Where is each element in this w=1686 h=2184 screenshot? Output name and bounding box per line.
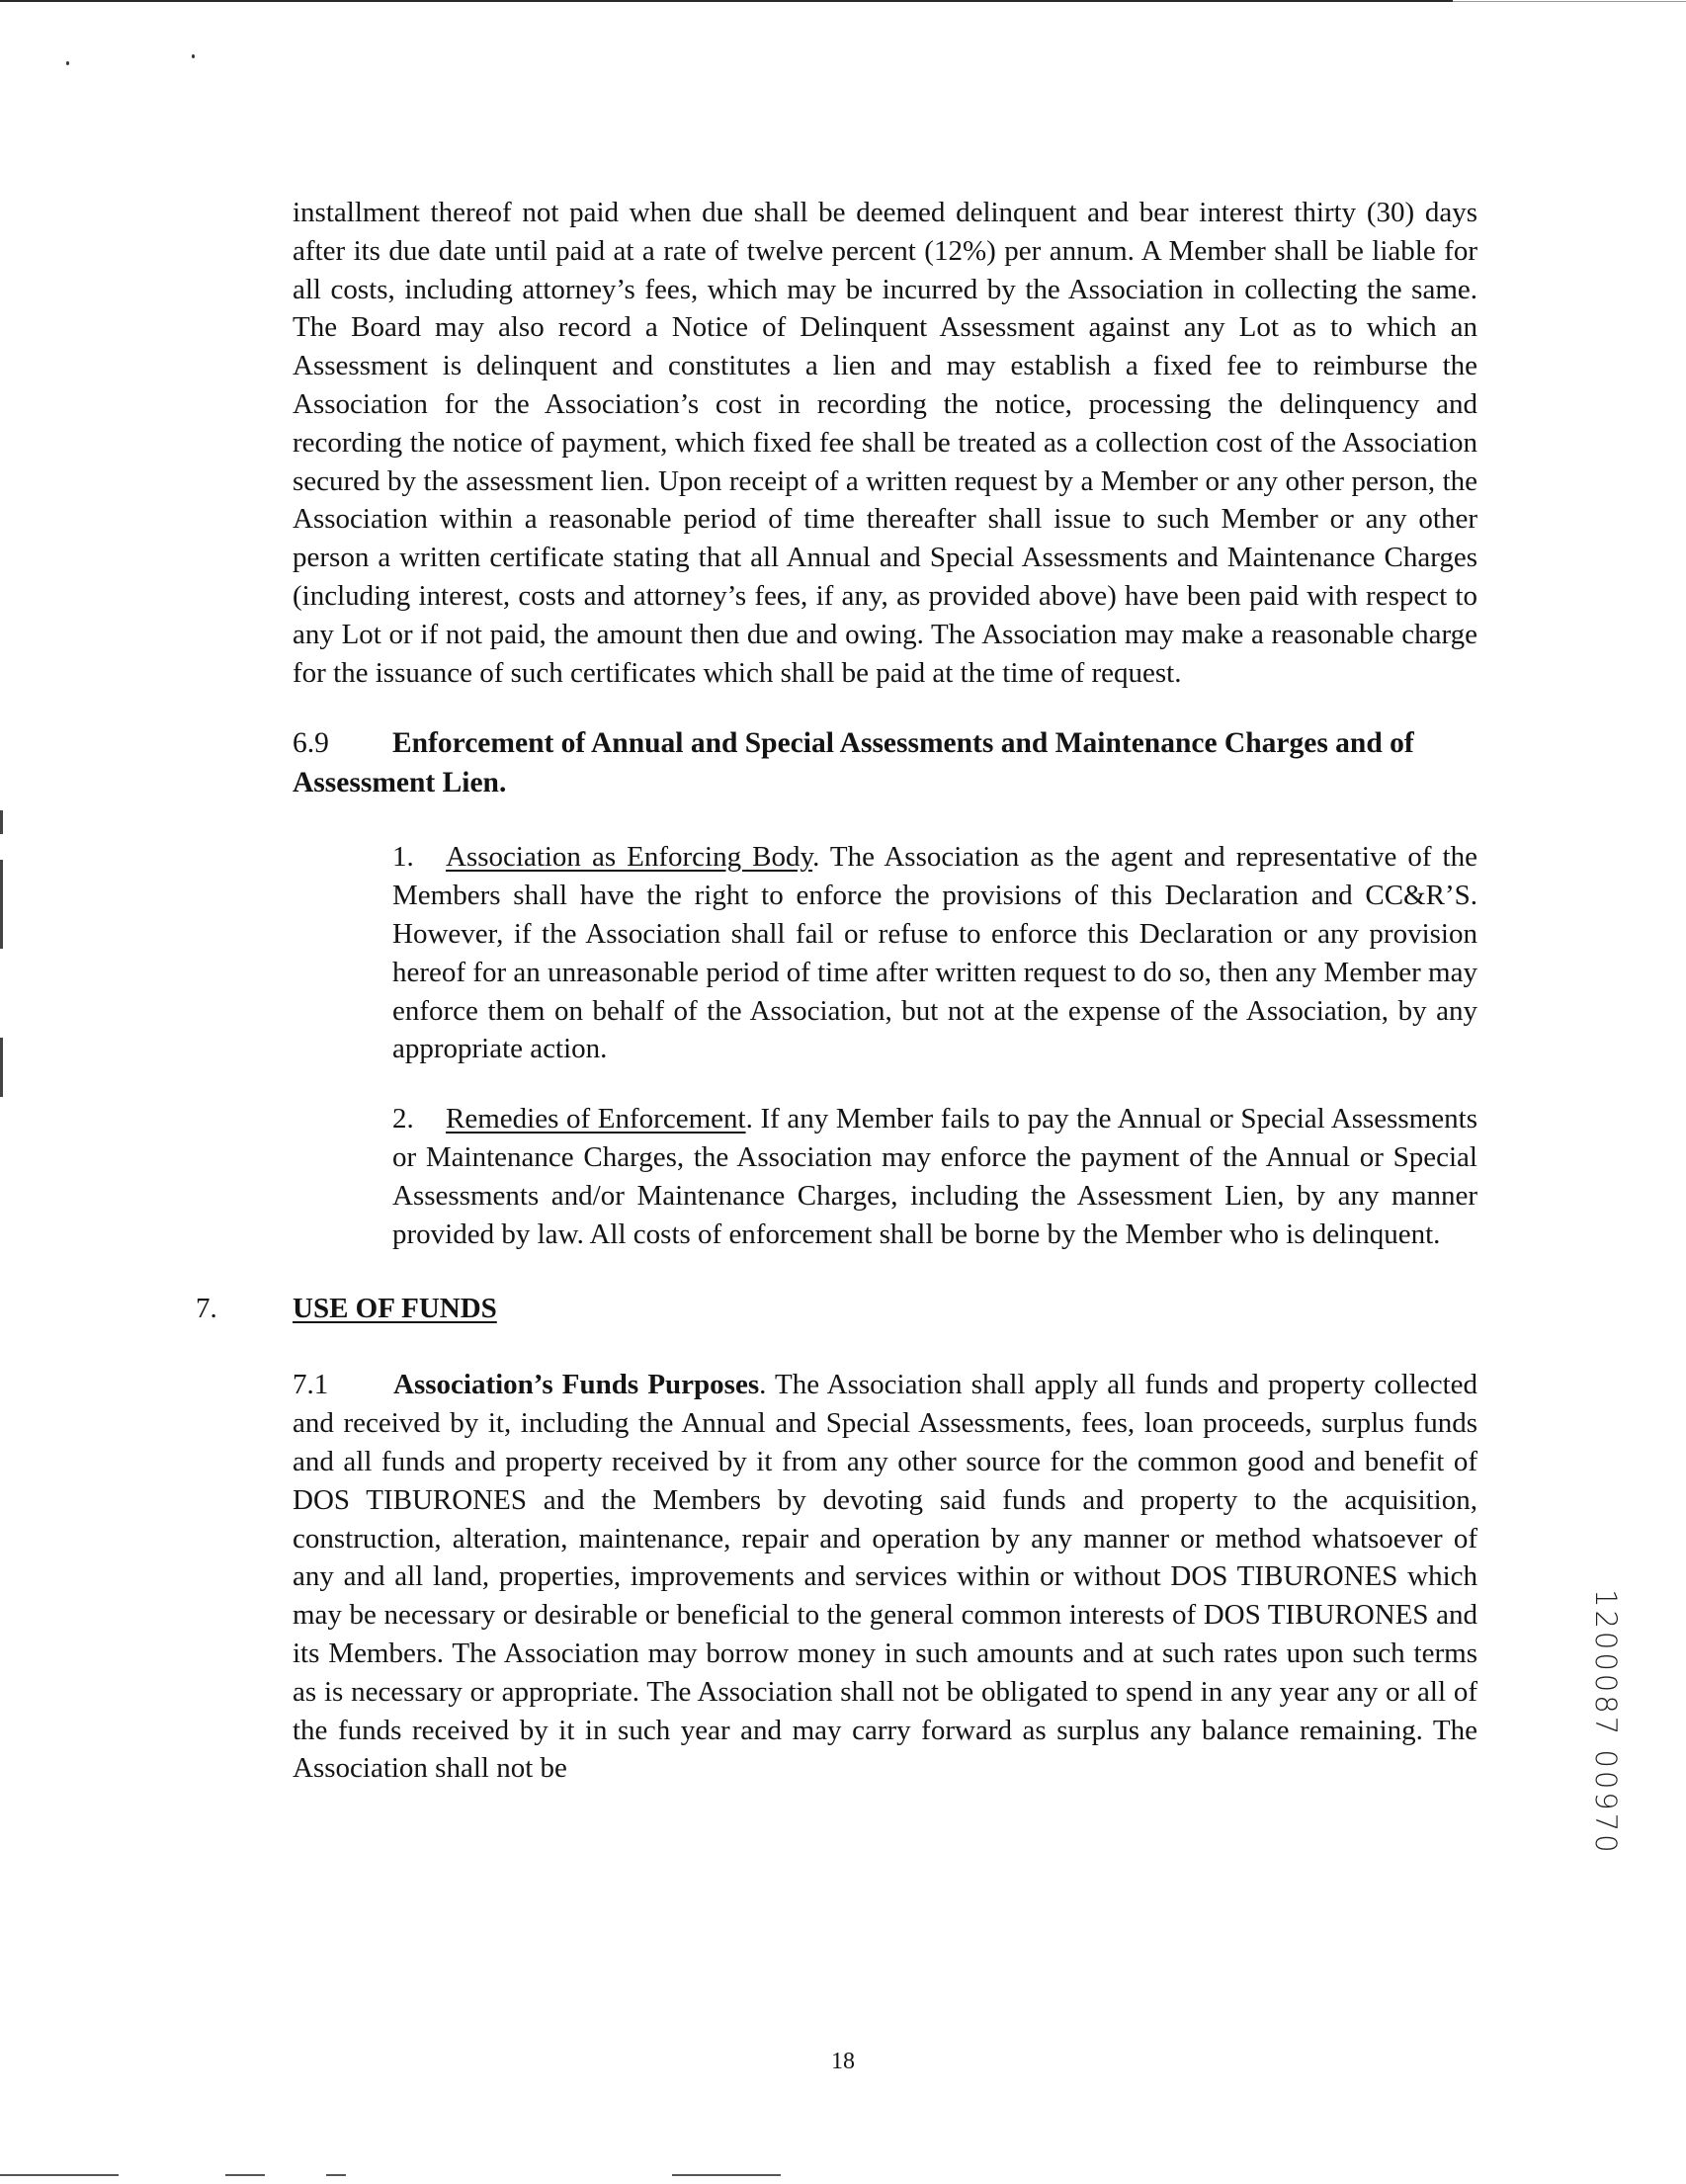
section-title: USE OF FUNDS	[293, 1293, 497, 1325]
intro-paragraph: installment thereof not paid when due shall be deemed delinquent and bear interest thirty (30) days after its due date until paid at a rate of twelve percent (12%) per annum. A Member shall be liable for all costs, including attorney’s fees, which may be incurred by the Association in collecting the same. The Board may also record a Notice of Delinquent Assessment against any Lot as to which an Assessment is delinquent and constitutes a lien and may establish a fixed fee to reimburse the Association for the Association’s cost in recording the notice, processing the delinquency and recording the notice of payment, which fixed fee shall be treated as a collection cost of the Association secured by the assessment lien. Upon receipt of a written request by a Member or any other person, the Association within a reasonable period of time thereafter shall issue to such Member or any other person a written certificate stating that all Annual and Special Assessments and Maintenance Charges (including interest, costs and attorney’s fees, if any, as provided above) have been paid with respect to any Lot or if not paid, the amount then due and owing. The Association may make a reasonable charge for the issuance of such certificates which shall be paid at the time of request.	[293, 197, 1477, 689]
item-number: 2.	[392, 1103, 414, 1135]
page-number: 18	[831, 2049, 855, 2074]
section-6-9-heading	[293, 723, 1477, 802]
item-body: . If any Member fails to pay the Annual or Special Assessments or Maintenance Charges, the Association may enforce the payment of the Annual or Special Assessments and/or Maintenance Charges, including the Assessment Lien, by any manner provided by law. All costs of enforcement shall be borne by the Member who is delinquent.	[392, 1103, 1477, 1250]
scan-top-edge	[0, 0, 1453, 2]
bates-stamp: 1200087 00970	[1589, 1589, 1623, 1856]
scan-speck	[192, 54, 195, 58]
section-title: Association’s Funds Purposes	[393, 1369, 760, 1401]
section-7-heading	[196, 1289, 1477, 1328]
section-title: Enforcement of Annual and Special Assessments and Maintenance Charges and of Assessment Lien.	[293, 727, 1414, 799]
section-7-1-paragraph	[293, 1366, 1477, 1788]
scan-edge-mark	[0, 810, 3, 834]
item-title: Remedies of Enforcement	[446, 1103, 746, 1135]
section-number: 6.9	[293, 727, 329, 760]
subsection-enforcing-body	[392, 838, 1477, 1068]
document-body	[196, 194, 1477, 1788]
item-number: 1.	[392, 841, 414, 874]
scan-edge-mark	[0, 1038, 3, 1097]
section-number: 7.	[196, 1293, 217, 1325]
scan-speck	[66, 61, 69, 65]
item-title: Association as Enforcing Body	[446, 841, 813, 874]
scan-bottom-edge	[672, 2174, 781, 2176]
scan-bottom-edge	[0, 2174, 119, 2176]
scan-top-edge-fade	[1453, 1, 1686, 2]
item-body: . The Association as the agent and representative of the Members shall have the right to enforce the provisions of this Declaration and CC&R’S. However, if the Association shall fail or refuse to enforce this Declaration or any provision hereof for an unreasonable period of time after written request to do so, then any Member may enforce them on behalf of the Association, but not at the expense of the Association, by any appropriate action.	[392, 841, 1477, 1065]
scan-bottom-edge	[225, 2174, 265, 2176]
section-number: 7.1	[293, 1369, 329, 1401]
scan-bottom-edge	[326, 2174, 346, 2176]
section-body: . The Association shall apply all funds and property collected and received by it, including the Annual and Special Assessments, fees, loan proceeds, surplus funds and all funds and property received by it from any other source for the common good and benefit of DOS TIBURONES and the Members by devoting said funds and property to the acquisition, construction, alteration, maintenance, repair and operation by any manner or method whatsoever of any and all land, properties, improvements and services within or without DOS TIBURONES which may be necessary or desirable or beneficial to the general common interests of DOS TIBURONES and its Members. The Association may borrow money in such amounts and at such rates upon such terms as is necessary or appropriate. The Association shall not be obligated to spend in any year any or all of the funds received by it in such year and may carry forward as surplus any balance remaining. The Association shall not be	[293, 1369, 1477, 1785]
subsection-remedies	[392, 1100, 1477, 1253]
scan-edge-mark	[0, 860, 3, 949]
